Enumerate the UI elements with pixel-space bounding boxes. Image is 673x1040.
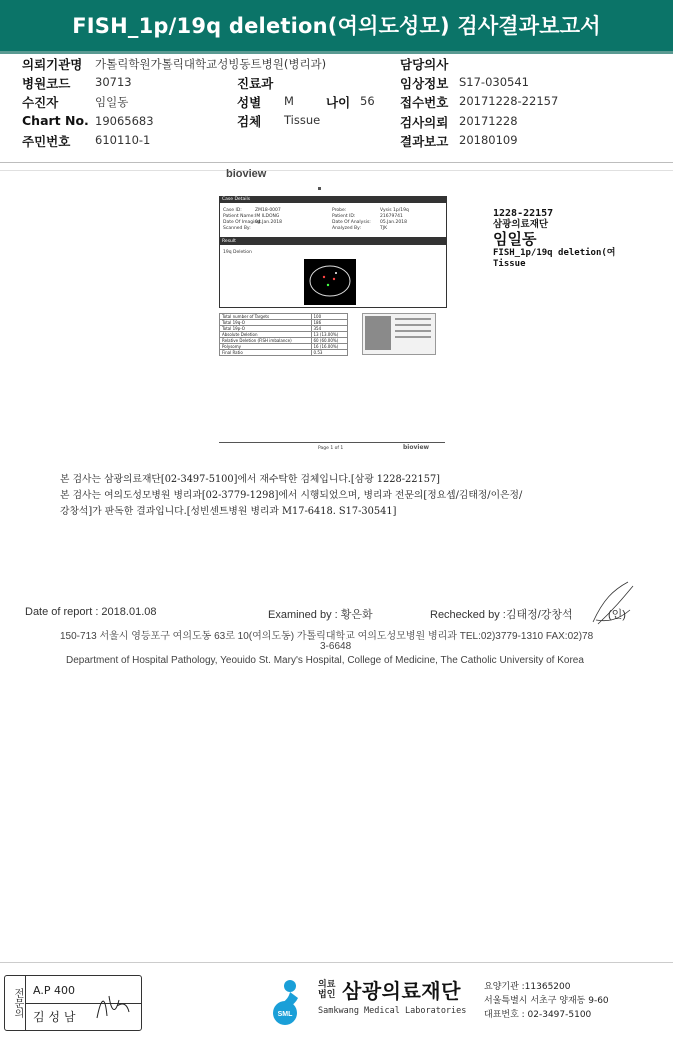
stats-key: Polysomy <box>220 344 312 350</box>
corp-info-code: 요양기관 :11365200 <box>484 982 571 992</box>
stats-value: 186 <box>311 320 347 326</box>
case-field-2-key: Date Of Imaging: <box>223 220 262 225</box>
stats-key: Total 19q-O <box>220 320 312 326</box>
stats-table <box>219 313 348 356</box>
department-label: 진료과 <box>237 76 274 91</box>
accession-stamp <box>493 208 615 270</box>
bioview-small-logo: bioview <box>403 444 430 451</box>
clinical-info-value: S17-030541 <box>459 75 529 89</box>
case-field-2-value: 04.Jan.2018 <box>255 220 282 225</box>
case-field-3-value2: TJK <box>380 226 388 231</box>
note-line-1: 본 검사는 삼광의료재단[02-3497-5100]에서 재수탁한 검체입니다.[삼광 1228-22157] <box>60 474 440 485</box>
result-title <box>220 239 446 245</box>
approval-label: 전문의 <box>5 976 26 1030</box>
note-line-3: 강창석]가 판독한 결과입니다.[성빈센트병원 병리과 M17-6418. S17-30541] <box>60 506 397 517</box>
patient-name-value: 임일동 <box>95 95 129 109</box>
case-details-title <box>220 197 446 203</box>
probe-line <box>395 336 431 338</box>
examined-by: Examined by : 황은화 <box>268 609 373 621</box>
case-field-0 <box>223 208 242 213</box>
address-line-1: 150-713 서울시 영등포구 여의도동 63로 10(여의도동) 가톨릭대학교 여의도성모병원 병리과 TEL:02)3779-1310 FAX:02)78 <box>60 631 594 642</box>
result-title-text: Result <box>222 239 236 244</box>
case-field-key: Case ID: <box>223 208 242 213</box>
hospital-code-label: 병원코드 <box>22 76 71 91</box>
approval-box <box>4 975 142 1031</box>
footer-divider <box>0 962 673 963</box>
stats-value: 60 (60.00%) <box>311 338 347 344</box>
stamp-specimen: Tissue <box>493 259 526 269</box>
stamp-patient: 임일동 <box>493 230 537 248</box>
sml-logo-icon <box>268 976 308 1026</box>
hospital-code-value: 30713 <box>95 75 132 89</box>
chart-no-value: 19065683 <box>95 114 154 128</box>
sex-value: M <box>284 94 294 108</box>
result-label: 19q Deletion <box>223 250 252 255</box>
corp-info-phone: 대표번호 : 02-3497-5100 <box>484 1010 592 1020</box>
chart-no-label: Chart No. <box>22 113 89 128</box>
address-line-3: Department of Hospital Pathology, Yeouido St. Mary's Hospital, College of Medicine, The Catholic University of Korea <box>66 655 584 666</box>
case-field-1-key2: Patient ID: <box>332 214 356 219</box>
age-label: 나이 <box>326 95 351 110</box>
case-field-0-key2: Probe: <box>332 208 347 213</box>
stats-key: Relative Deletion (FISH imbalance) <box>220 338 312 344</box>
case-field-1-value2: 21679741 <box>380 214 403 219</box>
stats-key: Total number of Targets <box>220 314 312 320</box>
probe-line <box>395 318 431 320</box>
report-date: Date of report : 2018.01.08 <box>25 606 157 618</box>
bioview-logo <box>226 168 266 180</box>
rechecked-by: Rechecked by :김태정/강창석 <box>430 609 573 621</box>
report-date-label: 결과보고 <box>400 134 449 149</box>
requesting-institution-label: 의뢰기관명 <box>22 57 83 72</box>
doctor-name: 김 성 남 <box>33 1010 76 1024</box>
specimen-value: Tissue <box>284 113 321 127</box>
stats-key: Total 19p-O <box>220 326 312 332</box>
corp-english-name: Samkwang Medical Laboratories <box>318 1006 467 1016</box>
corp-type-1: 의료 <box>318 980 336 990</box>
receipt-no-label: 접수번호 <box>400 95 449 110</box>
sml-logo <box>268 976 308 1030</box>
case-field-3-key: Scanned By: <box>223 226 251 231</box>
page-number: Page 1 of 1 <box>318 446 344 451</box>
header-divider-2 <box>0 170 673 171</box>
doctor-signature <box>93 988 133 1024</box>
case-field-2-key2: Date Of Analysis: <box>332 220 371 225</box>
stats-row <box>220 338 348 344</box>
age-value: 56 <box>360 94 375 108</box>
scan-speck <box>318 187 321 190</box>
fish-cell-graphic <box>304 259 356 305</box>
report-title: FISH_1p/19q deletion(여의도성모) 검사결과보고서 <box>72 14 601 38</box>
receipt-no-value: 20171228-22157 <box>459 94 559 108</box>
bioview-logo-text: bioview <box>226 168 267 180</box>
request-date-label: 검사의뢰 <box>400 115 449 130</box>
corp-info <box>484 980 609 1022</box>
report-date-value: 20180109 <box>459 133 518 147</box>
signature-scribble <box>588 580 638 630</box>
scan-footer-line <box>219 442 445 443</box>
ap-number: A.P 400 <box>33 984 75 997</box>
case-field-3-key2: Analyzed By: <box>332 226 361 231</box>
corp-name: 삼광의료재단 <box>342 979 461 1003</box>
case-details-title-text: Case Details <box>222 197 251 202</box>
probe-thumbnail <box>365 316 391 350</box>
requesting-institution-value: 가톨릭학원가톨릭대학교성빙동트병원(병리과) <box>95 57 327 71</box>
report-title-bar <box>0 0 673 54</box>
stats-key: Absolute Deletion <box>220 332 312 338</box>
corp-type-2: 법인 <box>318 990 336 1000</box>
stamp-lab: 삼광의료재단 <box>493 219 549 230</box>
case-details-box <box>219 196 447 238</box>
stamp-accession: 1228-22157 <box>493 208 554 219</box>
probe-panel <box>362 313 436 355</box>
stats-value: 13 (13.00%) <box>311 332 347 338</box>
clinical-info-label: 임상정보 <box>400 76 449 91</box>
probe-line <box>395 330 431 332</box>
stats-value: 354 <box>311 326 347 332</box>
stats-key: Final Ratio <box>220 350 312 356</box>
attending-doctor-label: 담당의사 <box>400 57 449 72</box>
stats-value: 100 <box>311 314 347 320</box>
corp-info-address: 서울특별시 서초구 양재동 9-60 <box>484 996 609 1006</box>
stats-row <box>220 350 348 356</box>
case-field-0-value: ZM18-0007 <box>255 208 281 213</box>
note-line-2: 본 검사는 여의도성모병원 병리과[02-3779-1298]에서 시행되었으며, 병리과 전문의[정요셉/김태정/이은정/ <box>60 490 523 501</box>
corp-type <box>318 980 335 1000</box>
fish-cell-image <box>304 259 356 305</box>
result-box <box>219 238 447 308</box>
request-date-value: 20171228 <box>459 114 518 128</box>
sex-label: 성별 <box>237 95 262 110</box>
case-field-2-value2: 05.Jan.2018 <box>380 220 407 225</box>
case-field-1-value: IM ILDONG <box>255 214 280 219</box>
case-field-1-key: Patient Name: <box>223 214 255 219</box>
resident-no-label: 주민번호 <box>22 134 71 149</box>
address-line-2: 3-6648 <box>320 641 352 652</box>
sml-logo-text: SML <box>277 1011 293 1018</box>
header-divider <box>0 162 673 163</box>
case-field-0-value2: Vysis 1p/19q <box>380 208 409 213</box>
probe-line <box>395 324 431 326</box>
stamp-test: FISH_1p/19q deletion(여 <box>493 248 616 258</box>
specimen-label: 검체 <box>237 114 262 129</box>
resident-no-value: 610110-1 <box>95 133 151 147</box>
stats-value: 0.53 <box>311 350 347 356</box>
seal-mark: (인) <box>608 609 626 621</box>
stats-value: 16 (16.00%) <box>311 344 347 350</box>
patient-name-label: 수진자 <box>22 95 59 110</box>
